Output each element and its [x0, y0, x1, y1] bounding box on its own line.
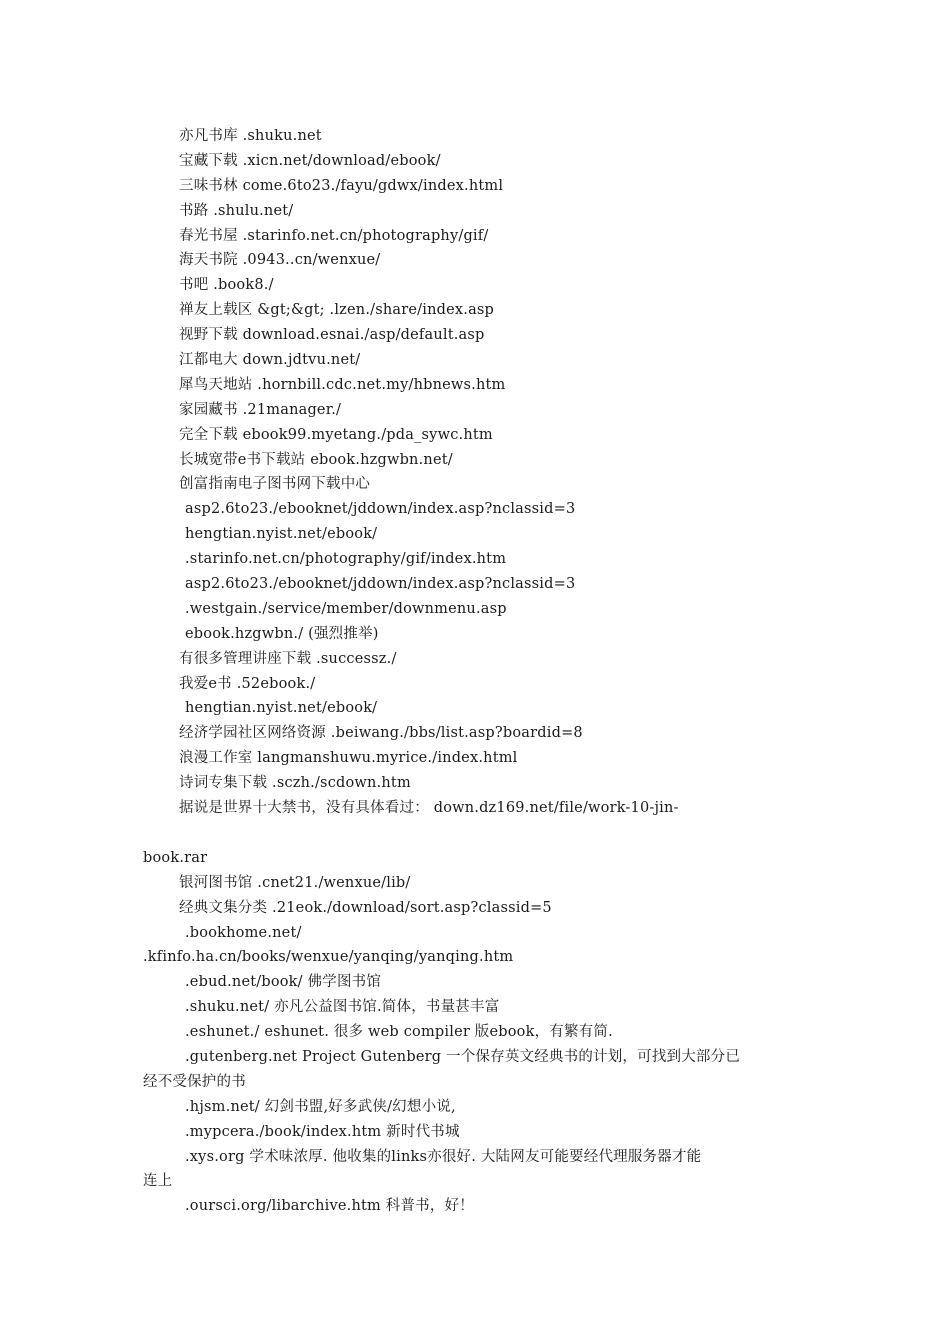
text-line: 完全下载 ebook99.myetang./pda_sywc.htm [179, 426, 493, 443]
text-line: 江都电大 down.jdtvu.net/ [179, 352, 361, 369]
text-line: .oursci.org/libarchive.htm 科普书，好！ [185, 1198, 474, 1215]
text-line: 经济学园社区网络资源 .beiwang./bbs/list.asp?boardid=8 [179, 725, 583, 742]
text-line: asp2.6to23./ebooknet/jddown/index.asp?nclassid=3 [185, 501, 576, 518]
text-line: .kfinfo.ha.cn/books/wenxue/yanqing/yanqing.htm [143, 949, 514, 966]
text-line: 连上 [143, 1173, 173, 1190]
text-line: .shuku.net/ 亦凡公益图书馆.简体，书量甚丰富 [185, 999, 500, 1016]
text-line: 宝藏下载 .xicn.net/download/ebook/ [179, 152, 441, 169]
text-body [0, 124, 950, 1219]
blank-line [0, 821, 950, 846]
text-line: .eshunet./ eshunet. 很多 web compiler 版ebook，有繁有简. [185, 1024, 613, 1041]
text-line: 诗词专集下载 .sczh./scdown.htm [179, 775, 411, 792]
text-line: 亦凡书库 .shuku.net [179, 128, 322, 144]
text-line: 书路 .shulu.net/ [179, 202, 294, 219]
text-line: 海天书院 .0943..cn/wenxue/ [179, 252, 381, 269]
text-line: ebook.hzgwbn./ (强烈推举) [185, 625, 379, 642]
text-line: .ebud.net/book/ 佛学图书馆 [185, 974, 382, 991]
text-line: .xys.org 学术味浓厚. 他收集的links亦很好. 大陆网友可能要经代理服务器才能 [185, 1148, 702, 1165]
text-line: 书吧 .book8./ [179, 277, 274, 294]
text-line: 浪漫工作室 langmanshuwu.myrice./index.html [179, 750, 518, 767]
text-line: 创富指南电子图书网下载中心 [179, 476, 371, 493]
text-line: 春光书屋 .starinfo.net.cn/photography/gif/ [179, 227, 489, 244]
text-line: 经不受保护的书 [143, 1073, 246, 1090]
text-line: .mypcera./book/index.htm 新时代书城 [185, 1123, 460, 1140]
text-line: asp2.6to23./ebooknet/jddown/index.asp?nclassid=3 [185, 576, 576, 593]
text-line: 经典文集分类 .21eok./download/sort.asp?classid=5 [179, 899, 552, 916]
text-line: 长城宽带e书下载站 ebook.hzgwbn.net/ [179, 451, 453, 468]
text-line: 据说是世界十大禁书，没有具体看过： down.dz169.net/file/work-10-jin- [179, 800, 679, 817]
text-line: hengtian.nyist.net/ebook/ [185, 526, 378, 543]
text-line: 禅友上载区 &gt;&gt; .lzen./share/index.asp [179, 302, 495, 319]
text-line: .hjsm.net/ 幻剑书盟,好多武侠/幻想小说, [185, 1098, 456, 1115]
text-line: .gutenberg.net Project Gutenberg 一个保存英文经典书的计划，可找到大部分已 [185, 1048, 741, 1065]
text-line: 视野下载 download.esnai./asp/default.asp [179, 327, 485, 344]
text-line: 三味书林 come.6to23./fayu/gdwx/index.html [179, 177, 504, 194]
text-line: 家园藏书 .21manager./ [179, 401, 342, 418]
text-line: 银河图书馆 .cnet21./wenxue/lib/ [179, 874, 411, 891]
text-line: hengtian.nyist.net/ebook/ [185, 700, 378, 717]
text-line: .westgain./service/member/downmenu.asp [185, 600, 507, 617]
text-line: 有很多管理讲座下载 .successz./ [179, 650, 397, 667]
text-line: .starinfo.net.cn/photography/gif/index.htm [185, 551, 507, 568]
text-line: .bookhome.net/ [185, 924, 302, 941]
text-line: 我爱e书 .52ebook./ [179, 675, 316, 692]
text-line: 犀鸟天地站 .hornbill.cdc.net.my/hbnews.htm [179, 376, 506, 393]
text-line: book.rar [143, 849, 208, 866]
